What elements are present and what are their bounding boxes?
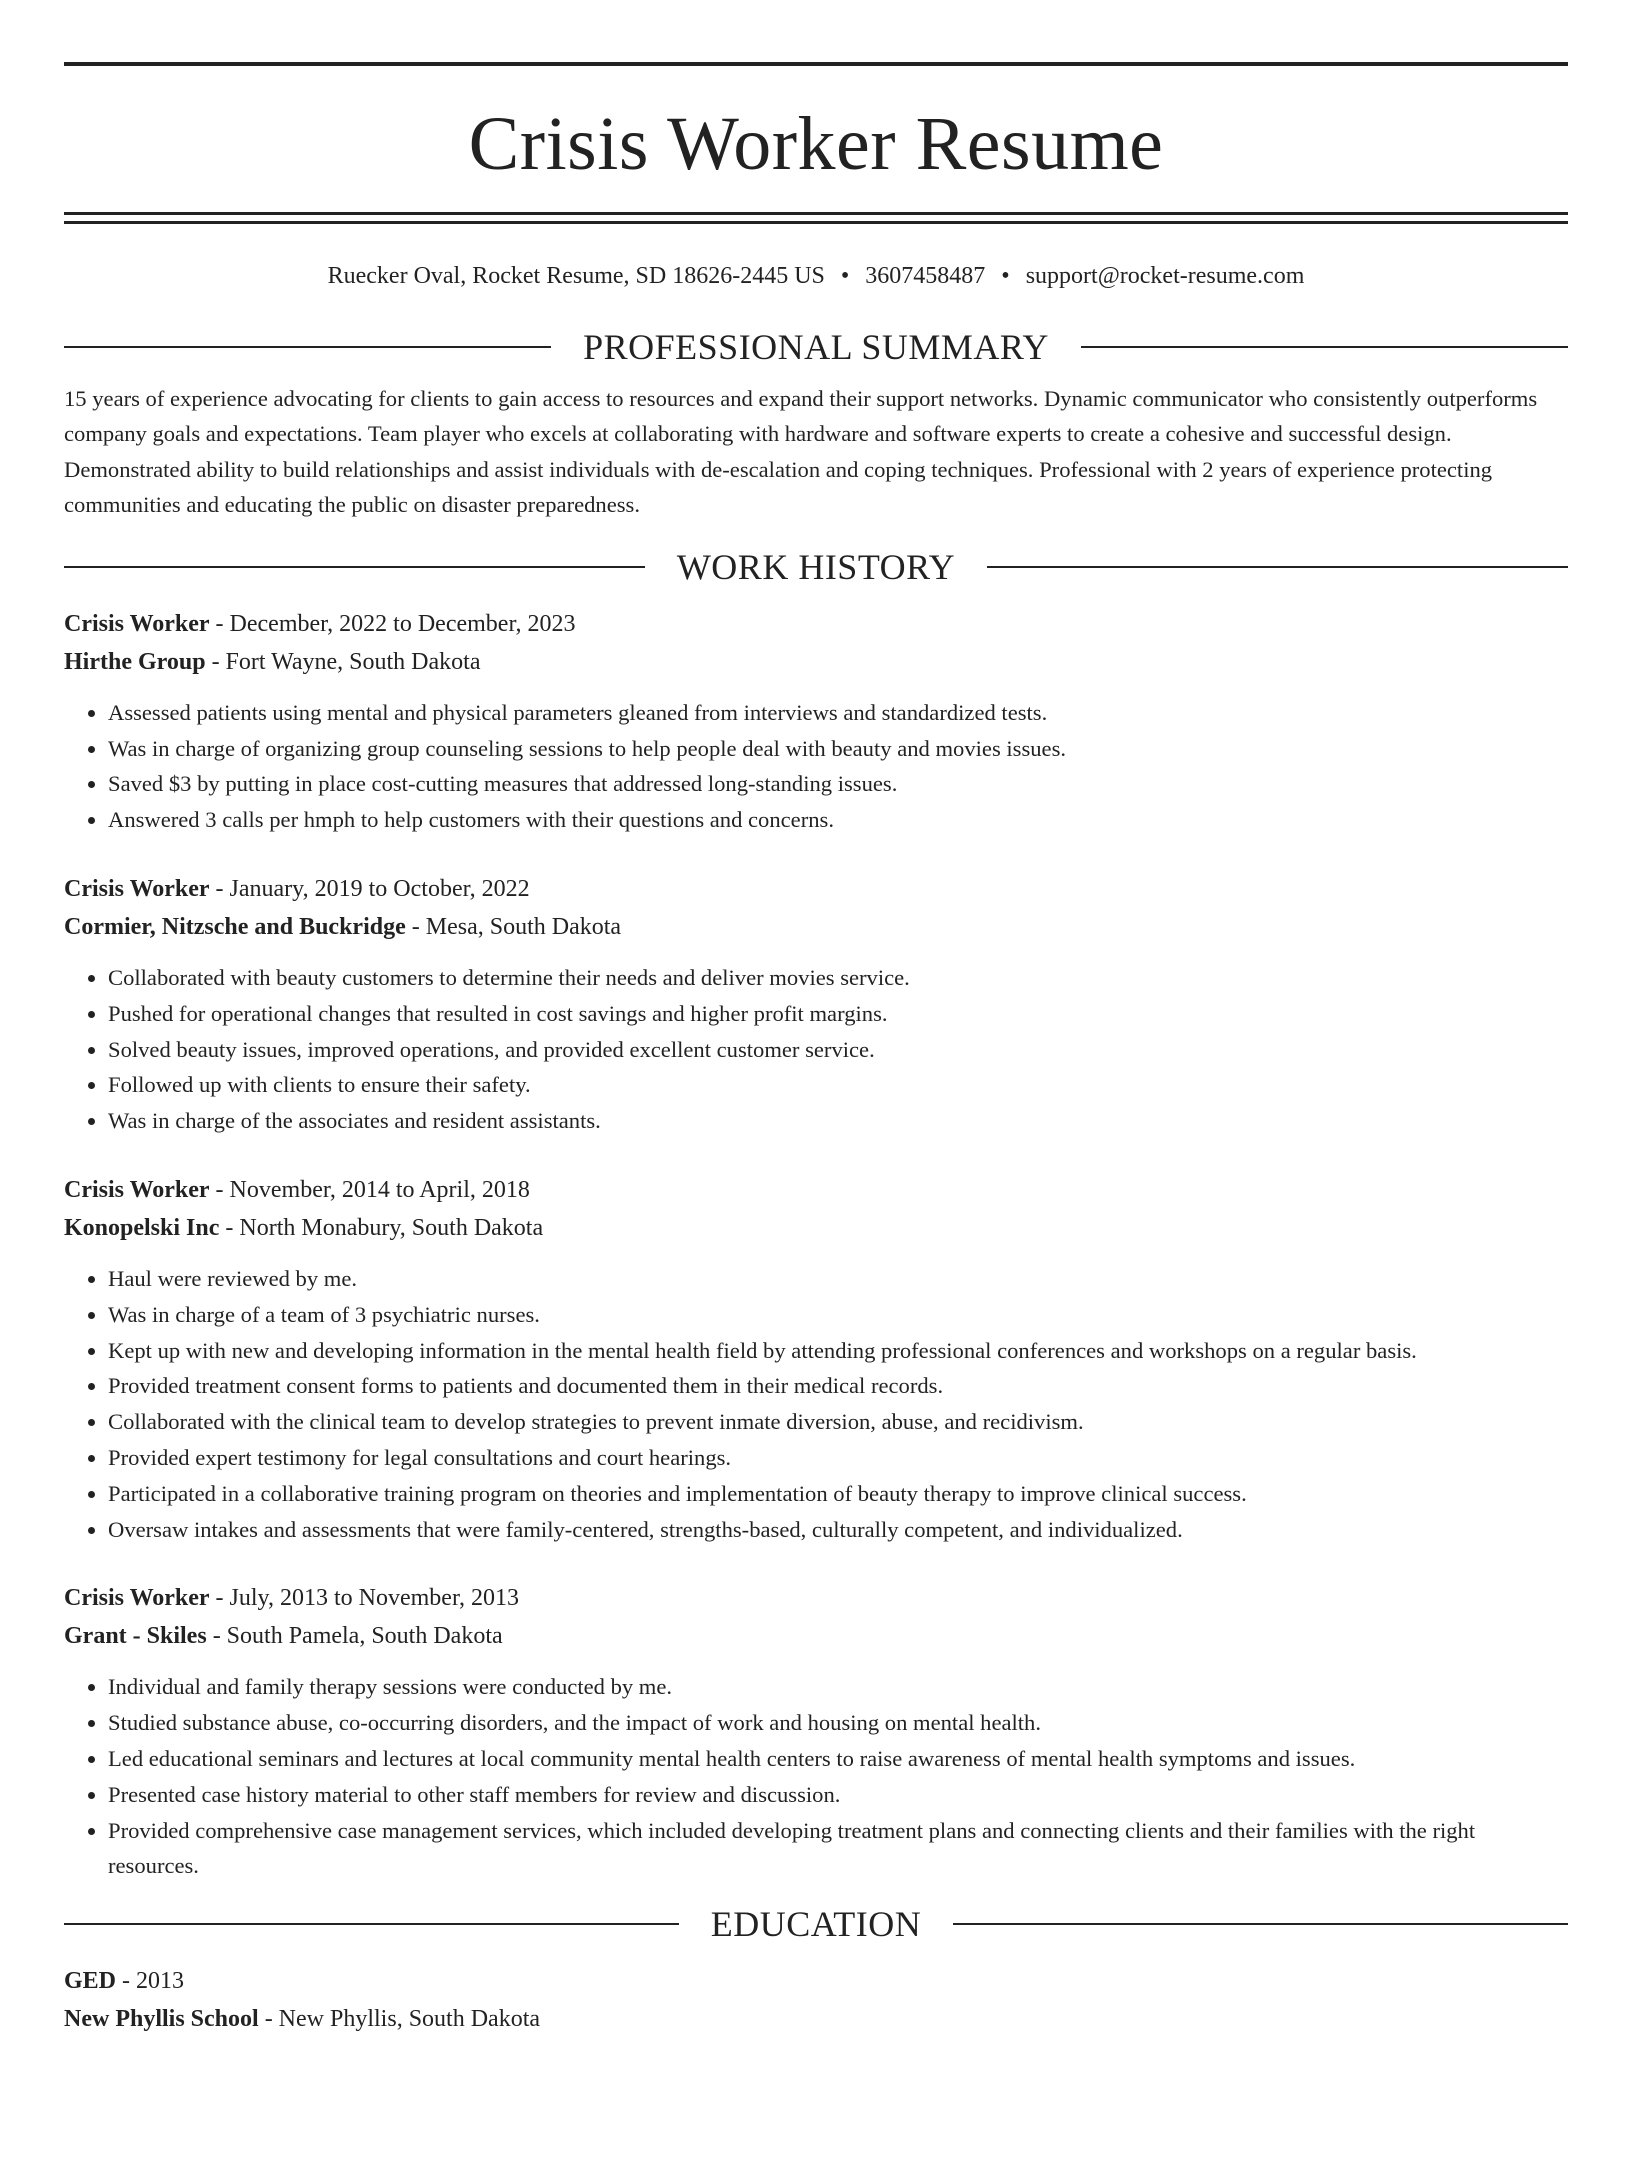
- job-location: - South Pamela, South Dakota: [212, 1623, 503, 1650]
- education-location: - New Phyllis, South Dakota: [264, 2006, 541, 2033]
- job-entry: [64, 605, 1568, 838]
- section-title-work: WORK HISTORY: [676, 546, 956, 587]
- list-item: • Kept up with new and developing information in the mental health field by attending professional conferences and workshops on a regular basis.: [108, 1333, 1568, 1369]
- list-item: • Provided comprehensive case management services, which included developing treatment plans and connecting clients and their families with the right resources.: [108, 1813, 1568, 1885]
- contact-separator: •: [1001, 263, 1010, 289]
- section-rule-right: [1081, 346, 1568, 348]
- job-location: - Mesa, South Dakota: [411, 913, 622, 940]
- job-entry: [64, 1579, 1568, 1884]
- list-item: • Led educational seminars and lectures at local community mental health centers to raise awareness of mental health symptoms and issues.: [108, 1741, 1568, 1777]
- section-rule-left: [64, 1923, 679, 1925]
- education-school-line: [64, 2000, 1568, 2038]
- list-item: • Studied substance abuse, co-occurring disorders, and the impact of work and housing on mental health.: [108, 1705, 1568, 1741]
- job-company: Cormier, Nitzsche and Buckridge: [64, 913, 406, 940]
- job-title-line: [64, 1171, 1568, 1209]
- education-entry: [64, 1962, 1568, 2038]
- job-location: - North Monabury, South Dakota: [225, 1214, 544, 1241]
- job-title: Crisis Worker: [64, 875, 210, 902]
- section-title-summary: PROFESSIONAL SUMMARY: [583, 326, 1049, 367]
- resume-page: [0, 62, 1632, 2174]
- job-entry: [64, 870, 1568, 1139]
- list-item: • Saved $3 by putting in place cost-cutting measures that addressed long-standing issues.: [108, 766, 1568, 802]
- list-item: • Provided expert testimony for legal consultations and court hearings.: [108, 1440, 1568, 1476]
- job-title-line: [64, 870, 1568, 908]
- job-dates: - December, 2022 to December, 2023: [215, 610, 576, 637]
- section-header-education: [64, 1904, 1568, 1945]
- list-item: • Haul were reviewed by me.: [108, 1261, 1568, 1297]
- page-title: Crisis Worker Resume: [468, 102, 1164, 186]
- job-dates: - November, 2014 to April, 2018: [215, 1176, 530, 1203]
- summary-text: 15 years of experience advocating for clients to gain access to resources and expand their support networks. Dynamic communicator who consistently outperforms company goals and expectations. Team player who excels at collaborating with hardware and software experts to create a cohesive and successful design. Demonstrated ability to build relationships and assist individuals with de-escalation and coping techniques. Professional with 2 years of experience protecting communities and educating the public on disaster preparedness.: [64, 385, 1538, 518]
- list-item: • Solved beauty issues, improved operations, and provided excellent customer service.: [108, 1032, 1568, 1068]
- list-item: • Collaborated with the clinical team to develop strategies to prevent inmate diversion, abuse, and recidivism.: [108, 1404, 1568, 1440]
- job-entry: [64, 1171, 1568, 1547]
- section-rule-left: [64, 566, 645, 568]
- contact-email: support@rocket-resume.com: [1025, 263, 1305, 289]
- list-item: • Pushed for operational changes that resulted in cost savings and higher profit margins.: [108, 996, 1568, 1032]
- section-rule-left: [64, 346, 551, 348]
- job-company-line: [64, 643, 1568, 681]
- job-title-line: [64, 1579, 1568, 1617]
- list-item: • Presented case history material to other staff members for review and discussion.: [108, 1777, 1568, 1813]
- job-company-line: [64, 1617, 1568, 1655]
- job-title: Crisis Worker: [64, 1176, 210, 1203]
- education-degree-line: [64, 1962, 1568, 2000]
- section-header-work: [64, 546, 1568, 587]
- education-school: New Phyllis School: [64, 2006, 259, 2033]
- list-item: • Participated in a collaborative training program on theories and implementation of beauty therapy to improve clinical success.: [108, 1476, 1568, 1512]
- job-title: Crisis Worker: [64, 610, 210, 637]
- job-dates: - January, 2019 to October, 2022: [215, 875, 530, 902]
- job-dates: - July, 2013 to November, 2013: [215, 1585, 519, 1612]
- job-bullets: [64, 695, 1568, 838]
- job-bullets: [64, 1669, 1568, 1884]
- list-item: • Was in charge of a team of 3 psychiatric nurses.: [108, 1297, 1568, 1333]
- education-degree: GED: [64, 1968, 117, 1995]
- contact-phone: 3607458487: [865, 263, 986, 289]
- title-double-rule: [64, 212, 1568, 224]
- job-company-line: [64, 1209, 1568, 1247]
- job-company: Grant - Skiles: [64, 1623, 207, 1650]
- contact-separator: •: [840, 263, 850, 289]
- list-item: • Oversaw intakes and assessments that were family-centered, strengths-based, culturally competent, and individualized.: [108, 1512, 1568, 1548]
- job-company-line: [64, 908, 1568, 946]
- list-item: • Provided treatment consent forms to patients and documented them in their medical records.: [108, 1368, 1568, 1404]
- list-item: • Was in charge of the associates and resident assistants.: [108, 1103, 1568, 1139]
- section-rule-right: [987, 566, 1568, 568]
- job-title-line: [64, 605, 1568, 643]
- contact-line: [64, 262, 1568, 291]
- contact-address: Ruecker Oval, Rocket Resume, SD 18626-2445 US: [327, 263, 825, 289]
- top-rule: [64, 62, 1568, 66]
- job-bullets: [64, 1261, 1568, 1547]
- work-history-list: [64, 605, 1568, 1884]
- section-header-summary: [64, 326, 1568, 367]
- list-item: • Assessed patients using mental and physical parameters gleaned from interviews and standardized tests.: [108, 695, 1568, 731]
- job-company: Hirthe Group: [64, 648, 206, 675]
- list-item: • Answered 3 calls per hmph to help customers with their questions and concerns.: [108, 802, 1568, 838]
- job-title: Crisis Worker: [64, 1585, 210, 1612]
- list-item: • Was in charge of organizing group counseling sessions to help people deal with beauty and movies issues.: [108, 731, 1568, 767]
- section-rule-right: [953, 1923, 1568, 1925]
- section-title-education: EDUCATION: [710, 1904, 922, 1945]
- job-bullets: [64, 960, 1568, 1139]
- job-location: - Fort Wayne, South Dakota: [211, 648, 481, 675]
- job-company: Konopelski Inc: [64, 1214, 220, 1241]
- education-year: - 2013: [122, 1968, 185, 1995]
- list-item: • Collaborated with beauty customers to determine their needs and deliver movies service.: [108, 960, 1568, 996]
- list-item: • Individual and family therapy sessions were conducted by me.: [108, 1669, 1568, 1705]
- list-item: • Followed up with clients to ensure their safety.: [108, 1067, 1568, 1103]
